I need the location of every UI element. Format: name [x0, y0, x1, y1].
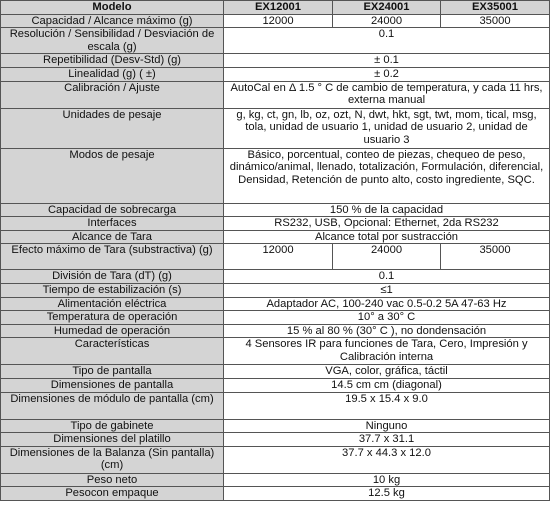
table-row	[1, 54, 550, 68]
spec-value: 0.1	[224, 28, 550, 54]
table-row	[1, 338, 550, 365]
spec-body	[1, 14, 550, 500]
spec-value: ± 0.1	[224, 54, 550, 68]
table-row	[1, 297, 550, 311]
spec-value: 15 % al 80 % (30° C ), no dondensación	[224, 324, 550, 338]
spec-label: Dimensiones del platillo	[1, 433, 224, 447]
table-row	[1, 67, 550, 81]
spec-value: 19.5 x 15.4 x 9.0	[224, 392, 550, 419]
header-model-3: EX35001	[441, 1, 550, 15]
table-row	[1, 230, 550, 244]
spec-value: Adaptador AC, 100-240 vac 0.5-0.2 5A 47-63 Hz	[224, 297, 550, 311]
spec-label: Efecto máximo de Tara (substractiva) (g)	[1, 244, 224, 270]
spec-value: 150 % de la capacidad	[224, 203, 550, 217]
spec-label: Interfaces	[1, 217, 224, 231]
spec-value: 10° a 30° C	[224, 311, 550, 325]
table-row	[1, 365, 550, 379]
table-row	[1, 203, 550, 217]
spec-value-model-2: 24000	[333, 244, 441, 270]
spec-label: Tipo de gabinete	[1, 419, 224, 433]
table-row	[1, 148, 550, 203]
spec-value: Ninguno	[224, 419, 550, 433]
table-row	[1, 473, 550, 487]
spec-value-model-1: 12000	[224, 244, 333, 270]
spec-value: RS232, USB, Opcional: Ethernet, 2da RS232	[224, 217, 550, 231]
spec-label: Repetibilidad (Desv-Std) (g)	[1, 54, 224, 68]
spec-label: Modos de pesaje	[1, 148, 224, 203]
spec-label: Características	[1, 338, 224, 365]
header-model-1: EX12001	[224, 1, 333, 15]
header-row	[1, 1, 550, 15]
spec-value: 0.1	[224, 270, 550, 284]
spec-label: Tipo de pantalla	[1, 365, 224, 379]
table-row	[1, 28, 550, 54]
spec-label: Capacidad / Alcance máximo (g)	[1, 14, 224, 28]
spec-value: 14.5 cm cm (diagonal)	[224, 378, 550, 392]
spec-label: Capacidad de sobrecarga	[1, 203, 224, 217]
spec-value: g, kg, ct, gn, lb, oz, ozt, N, dwt, hkt, sgt, twt, mom, tical, msg, tola, unidad de usuario 1, unidad de usuario 2, unidad de usuario 3	[224, 108, 550, 148]
spec-value: 12.5 kg	[224, 487, 550, 501]
table-row	[1, 270, 550, 284]
spec-value-model-3: 35000	[441, 244, 550, 270]
spec-value: 10 kg	[224, 473, 550, 487]
spec-label: Resolución / Sensibilidad / Desviación de escala (g)	[1, 28, 224, 54]
spec-label: División de Tara (dT) (g)	[1, 270, 224, 284]
header-model-2: EX24001	[333, 1, 441, 15]
table-row	[1, 81, 550, 108]
spec-value: Básico, porcentual, conteo de piezas, chequeo de peso, dinámico/animal, llenado, totalización, Formulación, diferencial, Densidad, Retención de punto alto, costo ingrediente, SQC.	[224, 148, 550, 203]
table-row	[1, 244, 550, 270]
spec-value: AutoCal en Δ 1.5 ° C de cambio de temperatura, y cada 11 hrs, externa manual	[224, 81, 550, 108]
spec-value: 4 Sensores IR para funciones de Tara, Cero, Impresión y Calibración interna	[224, 338, 550, 365]
spec-label: Dimensiones de módulo de pantalla (cm)	[1, 392, 224, 419]
table-row	[1, 392, 550, 419]
table-row	[1, 217, 550, 231]
spec-value-model-3: 35000	[441, 14, 550, 28]
spec-value-model-2: 24000	[333, 14, 441, 28]
header-model: Modelo	[1, 1, 224, 15]
spec-label: Pesocon empaque	[1, 487, 224, 501]
spec-value: VGA, color, gráfica, táctil	[224, 365, 550, 379]
table-row	[1, 419, 550, 433]
spec-label: Alcance de Tara	[1, 230, 224, 244]
spec-value: ± 0.2	[224, 67, 550, 81]
spec-value: 37.7 x 44.3 x 12.0	[224, 446, 550, 473]
spec-label: Humedad de operación	[1, 324, 224, 338]
spec-label: Linealidad (g) ( ±)	[1, 67, 224, 81]
spec-value: Alcance total por sustracción	[224, 230, 550, 244]
table-row	[1, 324, 550, 338]
table-row	[1, 446, 550, 473]
spec-label: Dimensiones de pantalla	[1, 378, 224, 392]
spec-label: Temperatura de operación	[1, 311, 224, 325]
spec-label: Unidades de pesaje	[1, 108, 224, 148]
spec-value: 37.7 x 31.1	[224, 433, 550, 447]
spec-label: Tiempo de estabilización (s)	[1, 283, 224, 297]
spec-label: Dimensiones de la Balanza (Sin pantalla) (cm)	[1, 446, 224, 473]
table-row	[1, 487, 550, 501]
table-row	[1, 433, 550, 447]
spec-label: Peso neto	[1, 473, 224, 487]
table-row	[1, 283, 550, 297]
spec-label: Calibración / Ajuste	[1, 81, 224, 108]
table-row	[1, 378, 550, 392]
table-row	[1, 311, 550, 325]
spec-label: Alimentación eléctrica	[1, 297, 224, 311]
table-row	[1, 108, 550, 148]
spec-value: ≤1	[224, 283, 550, 297]
table-row	[1, 14, 550, 28]
spec-value-model-1: 12000	[224, 14, 333, 28]
